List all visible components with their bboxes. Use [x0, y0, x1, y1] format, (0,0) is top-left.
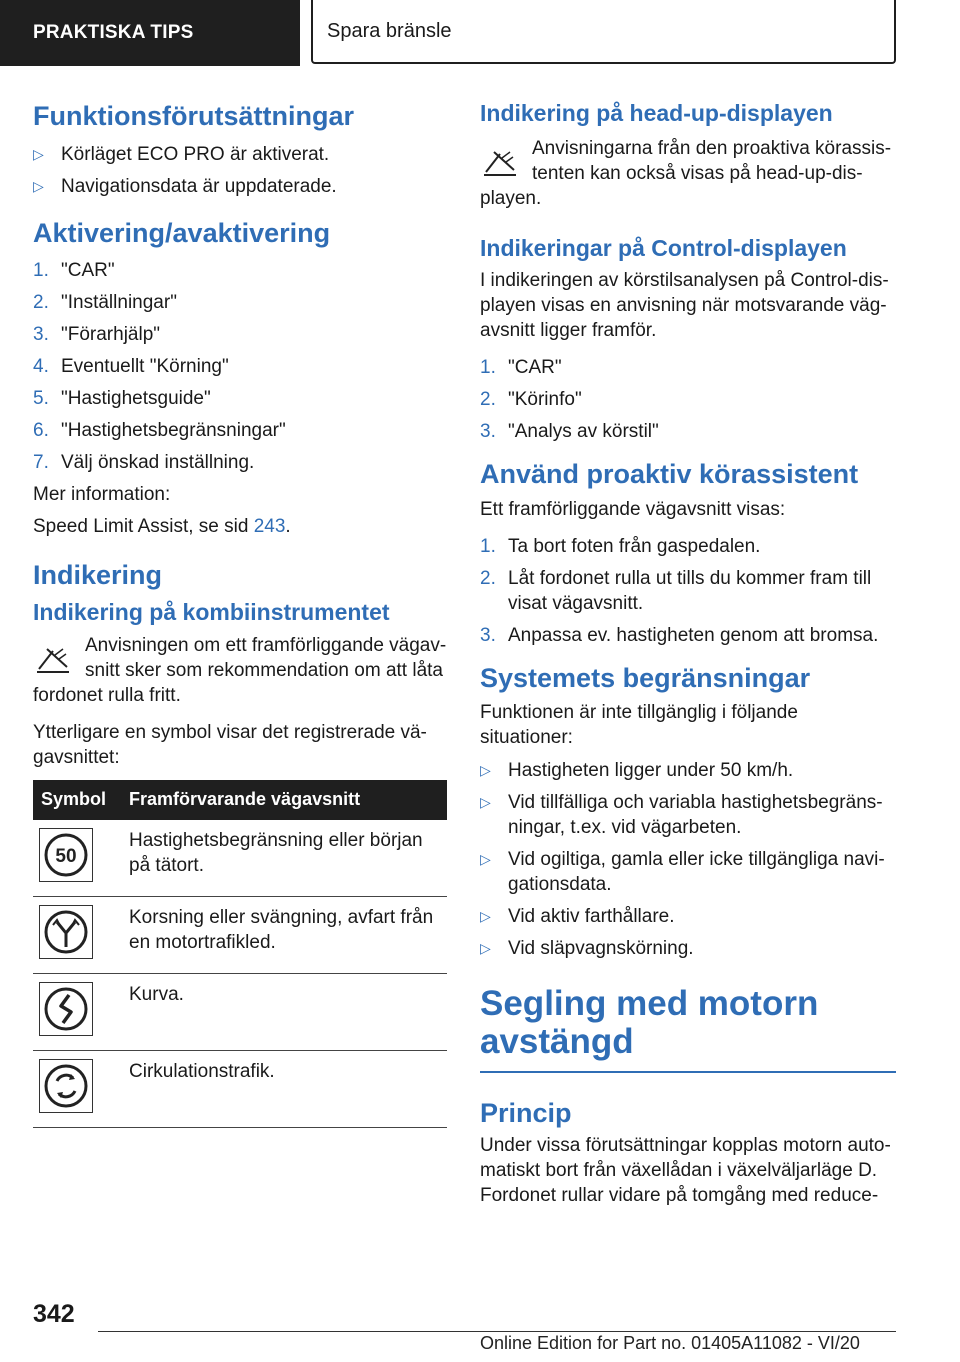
curve-icon	[39, 982, 93, 1036]
step-number: 3.	[480, 421, 496, 443]
step-number: 2.	[33, 291, 49, 313]
header-section: PRAKTISKA TIPS	[0, 0, 300, 66]
list-item	[33, 174, 447, 199]
edition-note: Online Edition for Part no. 01405A11082 - VI/20	[480, 1333, 860, 1353]
heading-control-display: Indikeringar på Control-displayen	[480, 234, 847, 261]
table-cell-symbol	[33, 973, 121, 1050]
table-row	[33, 1050, 447, 1127]
triangle-bullet-icon: ▷	[480, 761, 491, 778]
header-topic	[311, 0, 896, 64]
cluster-text: Anvisningen om ett framförliggande vägav-snitt sker som rekommendation om att låta fordonet rulla fritt.	[33, 634, 447, 706]
table-cell-text: Kurva.	[121, 973, 447, 1050]
heading-indication: Indikering	[33, 559, 163, 590]
triangle-bullet-icon: ▷	[480, 907, 491, 924]
left-column	[33, 100, 447, 1128]
step-item	[480, 566, 896, 616]
hud-paragraph	[480, 136, 896, 211]
heading-principle: Princip	[480, 1097, 572, 1128]
table-row	[33, 896, 447, 973]
step-item	[33, 290, 447, 315]
extra-symbol-text: Ytterligare en symbol visar det registrerade vä-gavsnittet:	[33, 721, 427, 768]
section-divider	[480, 1071, 896, 1073]
list-item-text: Navigationsdata är uppdaterade.	[61, 176, 337, 198]
speed-limit-ref-text: Speed Limit Assist, se sid	[33, 515, 254, 537]
step-number: 1.	[480, 535, 496, 557]
symbol-table	[33, 780, 447, 1128]
step-item	[33, 450, 447, 475]
table-cell-text: Hastighetsbegränsning eller början på tätort.	[121, 820, 447, 897]
list-item	[480, 904, 896, 929]
step-item	[33, 418, 447, 443]
step-item	[480, 623, 896, 648]
table-cell-text: Korsning eller svängning, avfart från en motortrafikled.	[121, 896, 447, 973]
triangle-bullet-icon: ▷	[33, 178, 44, 195]
step-text: "Hastighetsguide"	[61, 387, 211, 409]
principle-text: Under vissa förutsättningar kopplas motorn auto-matiskt bort från växellådan i växelväljarläge D. Fordonet rullar vidare på tomgång med reduce-	[480, 1134, 891, 1206]
list-item-text: Vid tillfälliga och variabla hastighetsbegräns-ningar, t.ex. vid vägarbeten.	[508, 791, 883, 838]
speed-limit-50-graphic	[43, 832, 89, 878]
list-item-text: Hastigheten ligger under 50 km/h.	[508, 759, 794, 781]
triangle-bullet-icon: ▷	[480, 793, 491, 810]
step-number: 2.	[480, 389, 496, 411]
list-item-text: Körläget ECO PRO är aktiverat.	[61, 144, 330, 166]
step-number: 1.	[33, 259, 49, 281]
junction-icon	[39, 905, 93, 959]
triangle-bullet-icon: ▷	[480, 939, 491, 956]
hud-text: Anvisningarna från den proaktiva körassis-tenten kan också visas på head-up-dis-playen.	[480, 137, 892, 209]
proactive-assistant-icon	[33, 639, 73, 679]
step-item	[480, 387, 896, 412]
step-text: "Analys av körstil"	[508, 421, 659, 443]
heading-activation: Aktivering/avaktivering	[33, 218, 331, 249]
list-item	[480, 758, 896, 783]
step-item	[480, 419, 896, 444]
list-item	[480, 847, 896, 897]
roundabout-icon	[39, 1059, 93, 1113]
step-number: 2.	[480, 567, 496, 589]
step-number: 3.	[480, 624, 496, 646]
step-text: Ta bort foten från gaspedalen.	[508, 535, 761, 557]
control-steps	[480, 355, 896, 444]
step-text: "Körinfo"	[508, 389, 582, 411]
step-text: "CAR"	[61, 259, 115, 281]
step-text: Eventuellt "Körning"	[61, 355, 229, 377]
step-text: "Hastighetsbegränsningar"	[61, 419, 286, 441]
limits-list	[480, 758, 896, 961]
use-text: Ett framförliggande vägavsnitt visas:	[480, 498, 786, 520]
step-item	[480, 355, 896, 380]
heading-use-assistant: Använd proaktiv körassistent	[480, 459, 859, 490]
control-text: I indikeringen av körstilsanalysen på Control-dis-playen visas en anvisning när motsvarande väg-avsnitt ligger framför.	[480, 270, 889, 342]
junction-graphic	[43, 909, 89, 955]
proactive-assistant-icon	[480, 142, 520, 182]
right-column	[480, 100, 896, 1208]
step-item	[480, 534, 896, 559]
list-item-text: Vid aktiv farthållare.	[508, 905, 675, 927]
step-item	[33, 386, 447, 411]
step-number: 1.	[480, 357, 496, 379]
step-number: 3.	[33, 323, 49, 345]
use-steps	[480, 534, 896, 648]
step-text: "Förarhjälp"	[61, 323, 161, 345]
table-cell-symbol	[33, 896, 121, 973]
page-number: 342	[33, 1300, 75, 1328]
footer-divider	[98, 1331, 896, 1332]
page-link-243[interactable]: 243	[253, 515, 286, 537]
table-cell-text: Cirkulationstrafik.	[121, 1050, 447, 1127]
speed-limit-value: 50	[55, 845, 77, 867]
cluster-paragraph	[33, 633, 447, 708]
table-header-symbol: Symbol	[33, 780, 121, 820]
heading-prerequisites: Funktionsförutsättningar	[33, 101, 354, 131]
curve-graphic	[43, 986, 89, 1032]
table-cell-symbol	[33, 820, 121, 897]
triangle-bullet-icon: ▷	[480, 850, 491, 867]
step-item	[33, 354, 447, 379]
table-row	[33, 973, 447, 1050]
step-number: 7.	[33, 451, 49, 473]
more-info-label: Mer information:	[33, 483, 171, 505]
limits-text: Funktionen är inte tillgänglig i följande situationer:	[480, 701, 798, 748]
table-row	[33, 820, 447, 897]
heading-coasting: Segling med motorn avstängd	[480, 983, 819, 1061]
list-item	[480, 936, 896, 961]
step-text: Välj önskad inställning.	[61, 451, 255, 473]
step-number: 5.	[33, 387, 49, 409]
heading-system-limits: Systemets begränsningar	[480, 662, 811, 693]
step-number: 4.	[33, 355, 49, 377]
step-text: Låt fordonet rulla ut tills du kommer fram till visat vägavsnitt.	[508, 567, 872, 614]
header-topic-label: Spara bränsle	[327, 19, 452, 42]
table-cell-symbol	[33, 1050, 121, 1127]
list-item	[480, 790, 896, 840]
heading-cluster: Indikering på kombiinstrumentet	[33, 599, 390, 626]
table-header-section: Framförvarande vägavsnitt	[121, 780, 447, 820]
speed-limit-50-icon	[39, 828, 93, 882]
list-item	[33, 142, 447, 167]
step-item	[33, 258, 447, 283]
step-text: Anpassa ev. hastigheten genom att bromsa.	[508, 624, 879, 646]
triangle-bullet-icon: ▷	[33, 146, 44, 163]
step-number: 6.	[33, 419, 49, 441]
activation-steps	[33, 258, 447, 475]
table-header-row	[33, 780, 447, 820]
heading-hud: Indikering på head-up-displayen	[480, 100, 833, 126]
step-text: "CAR"	[508, 357, 562, 379]
step-text: "Inställningar"	[61, 291, 177, 313]
speed-limit-ref-end: .	[285, 515, 291, 537]
step-item	[33, 322, 447, 347]
roundabout-graphic	[43, 1063, 89, 1109]
list-item-text: Vid släpvagnskörning.	[508, 937, 694, 959]
list-item-text: Vid ogiltiga, gamla eller icke tillgängliga navi-gationsdata.	[508, 848, 885, 895]
prerequisites-list	[33, 142, 447, 199]
speed-limit-ref	[33, 514, 447, 539]
